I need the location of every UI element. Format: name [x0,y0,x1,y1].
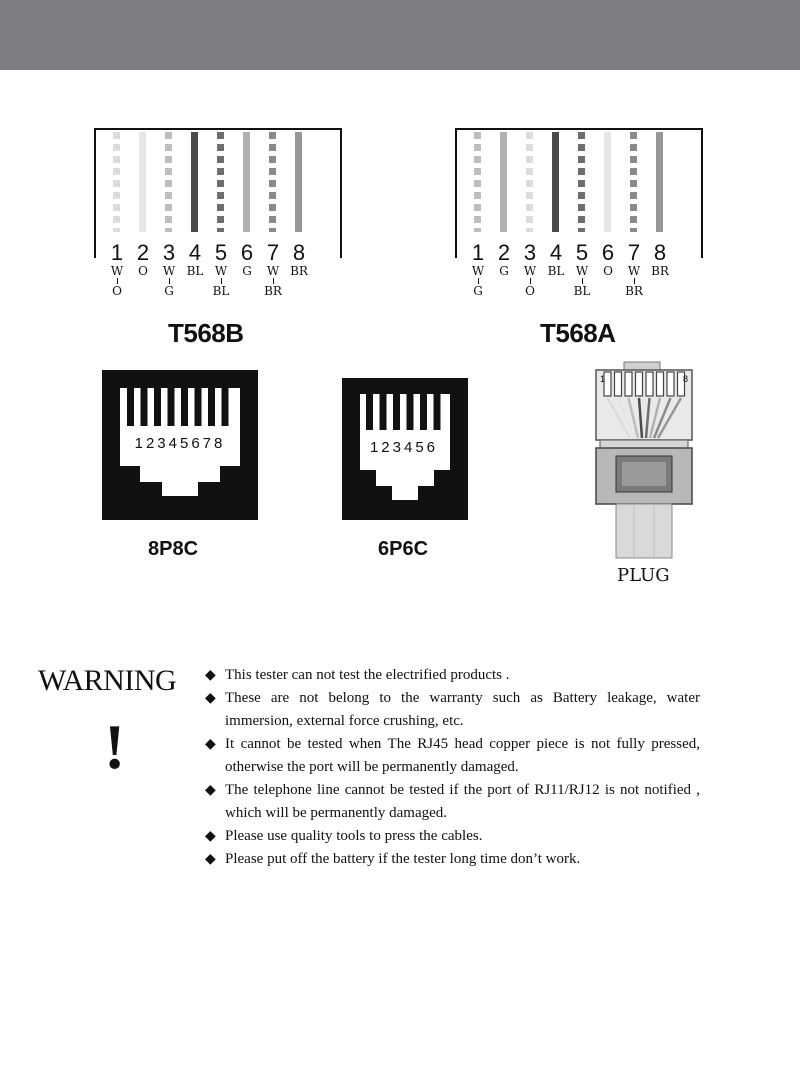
pin-number: 4 [549,240,563,265]
pin-color-label: O [138,264,148,278]
pin-color-label: W BL [573,264,591,298]
jack-8p8c [102,370,258,520]
plug-contact [667,372,674,396]
plug-contact [646,372,653,396]
pin-number: 6 [601,240,615,265]
pin-color-label: W BL [212,264,230,298]
plug-contact [625,372,632,396]
warning-title: WARNING [38,664,177,697]
plug-contact [636,372,643,396]
warning-list [205,664,700,871]
wire-brown [656,132,663,232]
wire-white-brown [630,132,637,232]
jack-contact [366,394,373,430]
pin-number: 5 [214,240,228,265]
wire-white-orange [113,132,120,232]
t568a-diagram [455,128,701,318]
warning-item: ◆ These are not belong to the warranty such as Battery leakage, water immersion, external force crushing, etc. [205,687,700,733]
jack-contact [127,388,134,426]
plug-contact [657,372,664,396]
pin-color-label: G [242,264,252,278]
jack-contact [195,388,202,426]
pin-color-label: W O [110,264,124,298]
plug-pin-first: 1 [600,374,606,384]
wire-green [243,132,250,232]
wire-white-blue [217,132,224,232]
pin-number: 1 [110,240,124,265]
pin-color-label: BR [651,264,669,278]
wire-green [500,132,507,232]
pin-number: 4 [188,240,202,265]
jack-8p8c-numbers: 12345678 [134,435,226,452]
jack-contact [208,388,215,426]
jack-contact [168,388,175,426]
wire-blue [191,132,198,232]
jack-8p8c-label: 8P8C [148,538,199,560]
warning-item: ◆ Please put off the battery if the tester long time don’t work. [205,848,700,871]
pin-number: 5 [575,240,589,265]
plug-contact [615,372,622,396]
jack-6p6c-label: 6P6C [378,538,429,560]
pin-color-label: O [603,264,613,278]
pin-number: 3 [162,240,176,265]
wire-white-blue [578,132,585,232]
jack-contact [154,388,161,426]
pin-number: 2 [136,240,150,265]
pin-color-label: BL [547,264,565,278]
pin-number: 7 [627,240,641,265]
jack-contact [222,388,229,426]
pin-color-label: BL [186,264,204,278]
pin-color-label: W G [471,264,485,298]
pin-number: 2 [497,240,511,265]
plug-pin-last: 8 [683,374,689,384]
wire-brown [295,132,302,232]
warning-item: ◆ The telephone line cannot be tested if the port of RJ11/RJ12 is not notified , which will be permanently damaged. [205,779,700,825]
jack-contact [420,394,427,430]
pin-color-label: W G [162,264,176,298]
exclamation-icon: ! [104,711,126,782]
t568a-title: T568A [540,318,616,348]
pin-color-label: W O [523,264,537,298]
jack-contact [434,394,441,430]
rj45-plug-icon [594,360,694,560]
wire-white-brown [269,132,276,232]
pin-color-label: W BR [264,264,282,298]
warning-item: ◆ It cannot be tested when The RJ45 head copper piece is not fully pressed, otherwise the port will be permanently damaged. [205,733,700,779]
pin-number: 6 [240,240,254,265]
t568b-diagram [94,128,340,318]
jack-contact [380,394,387,430]
jack-contact [393,394,400,430]
pin-color-label: BR [290,264,308,278]
pin-color-label: G [499,264,509,278]
plug-label: PLUG [617,565,670,586]
wire-white-green [474,132,481,232]
pin-number: 1 [471,240,485,265]
plug-contact [604,372,611,396]
pin-number: 8 [653,240,667,265]
t568b-title: T568B [168,318,244,348]
pin-number: 8 [292,240,306,265]
wire-orange [139,132,146,232]
jack-contact [141,388,148,426]
pin-color-label: W BR [625,264,643,298]
wire-blue [552,132,559,232]
jack-contact [181,388,188,426]
warning-item: ◆ Please use quality tools to press the cables. [205,825,700,848]
header-bar [0,0,800,70]
wire-orange [604,132,611,232]
wire-white-orange [526,132,533,232]
jack-6p6c [342,378,468,520]
warning-item: ◆ This tester can not test the electrified products . [205,664,700,687]
pin-number: 7 [266,240,280,265]
pin-number: 3 [523,240,537,265]
jack-contact [407,394,414,430]
jack-6p6c-numbers: 123456 [369,439,439,456]
wire-white-green [165,132,172,232]
